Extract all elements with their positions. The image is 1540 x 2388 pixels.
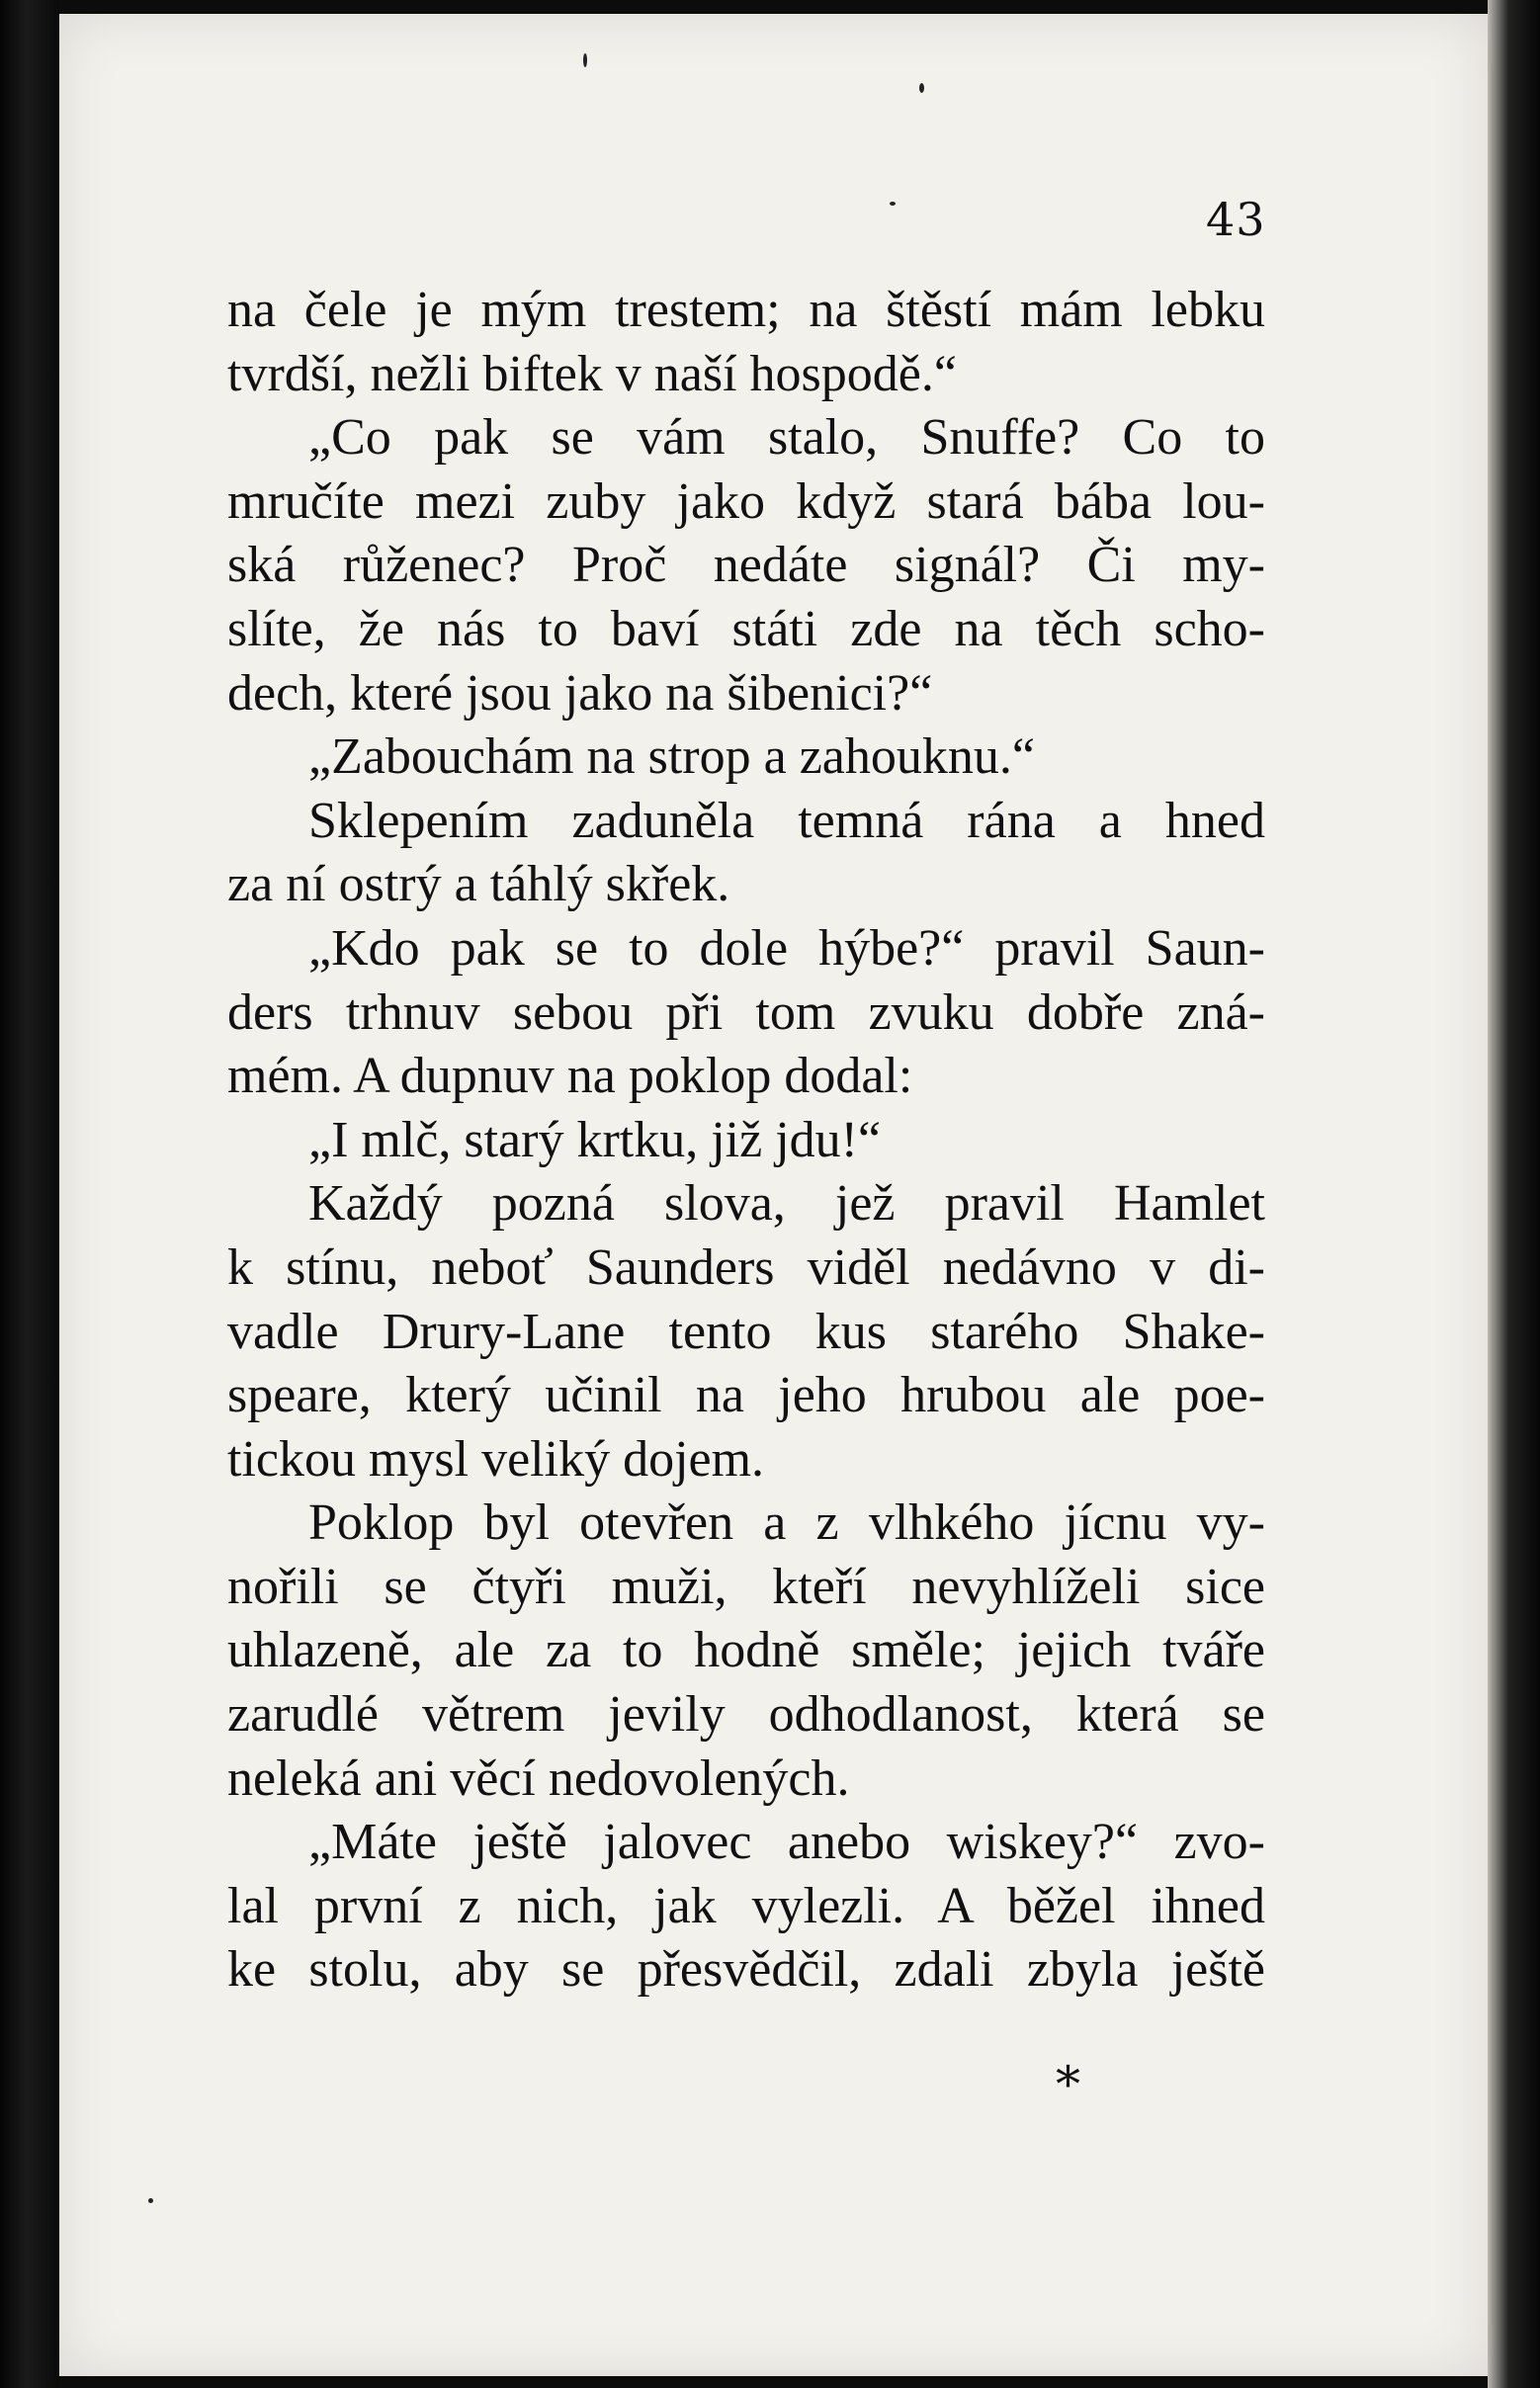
page-number: 43 [1206,193,1266,246]
text-line: „I mlč, starý krtku, již jdu!“ [308,1111,882,1168]
scan-right-edge [1488,0,1540,2388]
text-line: slíte, že nás to baví státi zde na těch scho- [227,600,1265,657]
text-line: ská růženec? Proč nedáte signál? Či my- [227,537,1265,594]
text-line: dech, které jsou jako na šibenici?“ [227,664,933,722]
signature-mark: * [1056,2056,1080,2113]
text-line: tickou mysl veliký dojem. [227,1430,765,1488]
text-line: uhlazeně, ale za to hodně směle; jejich tváře [227,1622,1265,1679]
scan-speck [148,2198,153,2203]
text-line: „Co pak se vám stalo, Snuffe? Co to [308,409,1265,467]
text-line: lal první z nich, jak vylezli. A běžel ihned [227,1877,1265,1934]
text-line: ders trhnuv sebou při tom zvuku dobře zná- [227,983,1265,1041]
text-line: Každý pozná slova, jež pravil Hamlet [308,1175,1265,1233]
scan-speck [919,83,924,93]
text-line: ke stolu, aby se přesvědčil, zdali zbyla ještě [227,1941,1265,1999]
scan-left-edge [0,0,59,2388]
text-line: zarudlé větrem jevily odhodlanost, která se [227,1686,1265,1744]
text-line: tvrdší, nežli biftek v naší hospodě.“ [227,345,957,402]
text-line: neleká ani věcí nedovolených. [227,1749,850,1807]
text-line: na čele je mým trestem; na štěstí mám lebku [227,282,1265,338]
text-line: „Máte ještě jalovec anebo wiskey?“ zvo- [308,1814,1265,1871]
text-line: speare, který učinil na jeho hrubou ale poe- [227,1367,1265,1424]
text-line: „Zabouchám na strop a zahouknu.“ [308,728,1035,786]
body-text [227,279,1265,2003]
scan-speck [583,53,587,67]
text-line: nořili se čtyři muži, kteří nevyhlíželi sice [227,1558,1265,1615]
text-line: k stínu, neboť Saunders viděl nedávno v di- [227,1238,1265,1296]
text-line: mém. A dupnuv na poklop dodal: [227,1048,913,1105]
text-line: za ní ostrý a táhlý skřek. [227,856,730,913]
text-line: mručíte mezi zuby jako když stará bába lou- [227,472,1265,530]
text-line: vadle Drury-Lane tento kus starého Shake- [227,1303,1265,1360]
scan-speck [890,202,896,206]
text-line: „Kdo pak se to dole hýbe?“ pravil Saun- [308,919,1265,977]
text-line: Sklepením zaduněla temná rána a hned [308,792,1265,849]
text-line: Poklop byl otevřen a z vlhkého jícnu vy- [308,1494,1265,1552]
